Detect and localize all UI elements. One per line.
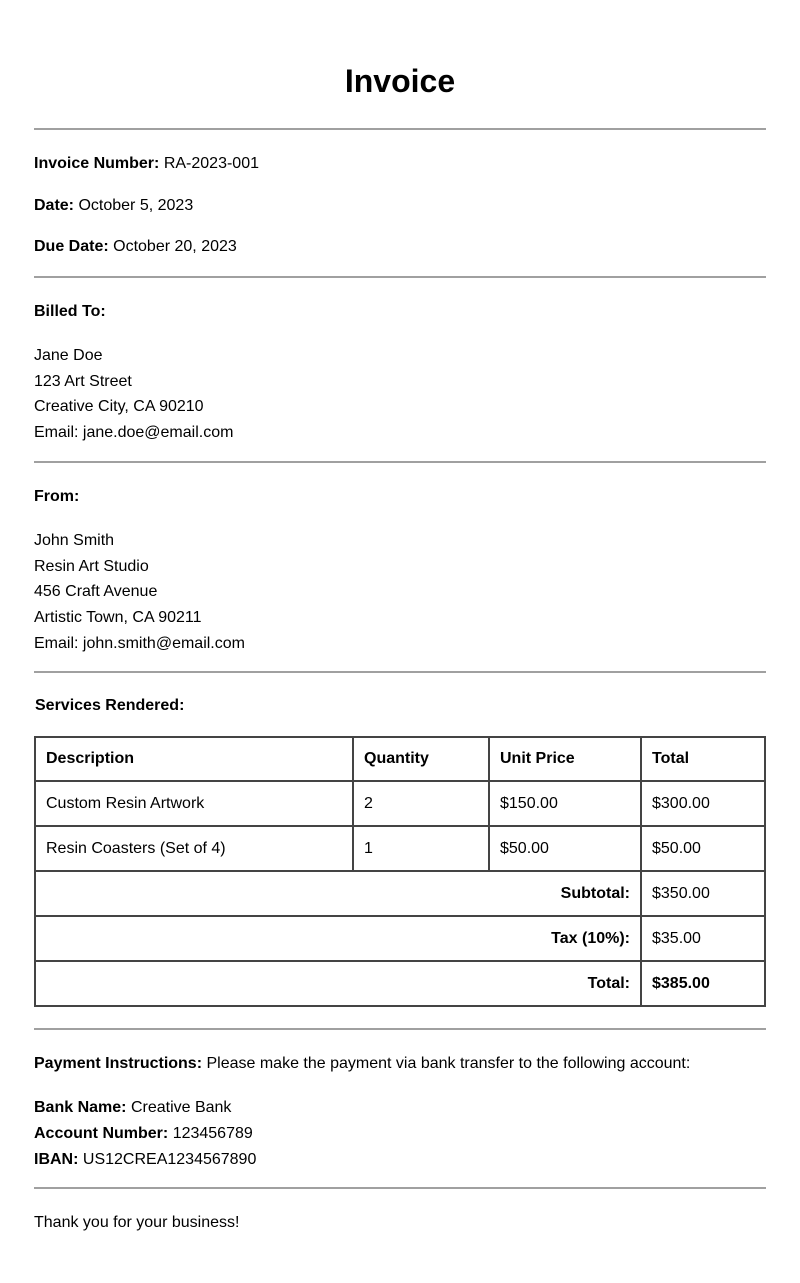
subtotal-value: $350.00 bbox=[641, 871, 765, 916]
table-row bbox=[35, 781, 765, 826]
date-label: Date: bbox=[34, 197, 75, 214]
services-table bbox=[34, 736, 766, 1007]
divider bbox=[34, 1187, 766, 1189]
item-unit-price: $150.00 bbox=[489, 781, 641, 826]
column-header-description: Description bbox=[35, 737, 353, 781]
bank-name-line bbox=[34, 1095, 766, 1121]
page-title: Invoice bbox=[344, 63, 456, 99]
invoice-number-line bbox=[34, 154, 766, 174]
invoice-page bbox=[34, 0, 766, 1233]
subtotal-row bbox=[35, 871, 765, 916]
tax-row bbox=[35, 916, 765, 961]
total-label: Total: bbox=[35, 961, 641, 1006]
item-quantity: 2 bbox=[353, 781, 489, 826]
item-total: $300.00 bbox=[641, 781, 765, 826]
from-city: Artistic Town, CA 90211 bbox=[34, 608, 202, 626]
payment-instructions-line bbox=[34, 1054, 766, 1074]
item-description: Resin Coasters (Set of 4) bbox=[35, 826, 353, 871]
billed-to-street: 123 Art Street bbox=[34, 372, 132, 390]
date-line bbox=[34, 196, 766, 216]
account-number-line bbox=[34, 1121, 766, 1147]
table-header-row bbox=[35, 737, 765, 781]
account-number-label: Account Number: bbox=[34, 1125, 169, 1143]
from-email: Email: john.smith@email.com bbox=[34, 634, 245, 652]
item-quantity: 1 bbox=[353, 826, 489, 871]
column-header-quantity: Quantity bbox=[353, 737, 489, 781]
invoice-number-label: Invoice Number: bbox=[34, 155, 160, 172]
column-header-unit-price: Unit Price bbox=[489, 737, 641, 781]
from-address bbox=[34, 528, 766, 657]
payment-instructions-label: Payment Instructions: bbox=[34, 1055, 203, 1073]
billed-to-heading: Billed To: bbox=[34, 303, 106, 320]
iban-label: IBAN: bbox=[34, 1150, 79, 1168]
billed-to-name: Jane Doe bbox=[34, 347, 103, 364]
bank-details bbox=[34, 1095, 766, 1172]
billed-to-address bbox=[34, 343, 766, 446]
from-section bbox=[34, 463, 766, 657]
thank-you-note: Thank you for your business! bbox=[34, 1214, 240, 1232]
item-description: Custom Resin Artwork bbox=[35, 781, 353, 826]
services-section bbox=[34, 673, 766, 1007]
services-heading: Services Rendered: bbox=[35, 697, 185, 715]
invoice-meta bbox=[34, 130, 766, 257]
column-header-total: Total bbox=[641, 737, 765, 781]
from-name: John Smith bbox=[34, 531, 115, 549]
from-heading: From: bbox=[34, 487, 80, 505]
from-company: Resin Art Studio bbox=[34, 557, 149, 575]
total-row bbox=[35, 961, 765, 1006]
from-street: 456 Craft Avenue bbox=[34, 583, 158, 601]
date-value: October 5, 2023 bbox=[78, 197, 194, 214]
table-row bbox=[35, 826, 765, 871]
account-number-value: 123456789 bbox=[172, 1125, 253, 1143]
iban-line bbox=[34, 1147, 766, 1173]
invoice-number-value: RA-2023-001 bbox=[163, 155, 259, 172]
payment-instructions-text: Please make the payment via bank transfer to the following account: bbox=[206, 1055, 691, 1073]
item-unit-price: $50.00 bbox=[489, 826, 641, 871]
subtotal-label: Subtotal: bbox=[35, 871, 641, 916]
tax-label: Tax (10%): bbox=[35, 916, 641, 961]
billed-to-email: Email: jane.doe@email.com bbox=[34, 424, 234, 442]
due-date-value: October 20, 2023 bbox=[113, 238, 237, 255]
total-value: $385.00 bbox=[641, 961, 765, 1006]
iban-value: US12CREA1234567890 bbox=[82, 1150, 257, 1168]
billed-to-section bbox=[34, 278, 766, 446]
item-total: $50.00 bbox=[641, 826, 765, 871]
bank-name-label: Bank Name: bbox=[34, 1099, 127, 1117]
payment-section bbox=[34, 1030, 766, 1172]
due-date-label: Due Date: bbox=[34, 238, 109, 255]
due-date-line bbox=[34, 237, 766, 257]
bank-name-value: Creative Bank bbox=[130, 1099, 232, 1117]
billed-to-city: Creative City, CA 90210 bbox=[34, 398, 204, 416]
tax-value: $35.00 bbox=[641, 916, 765, 961]
